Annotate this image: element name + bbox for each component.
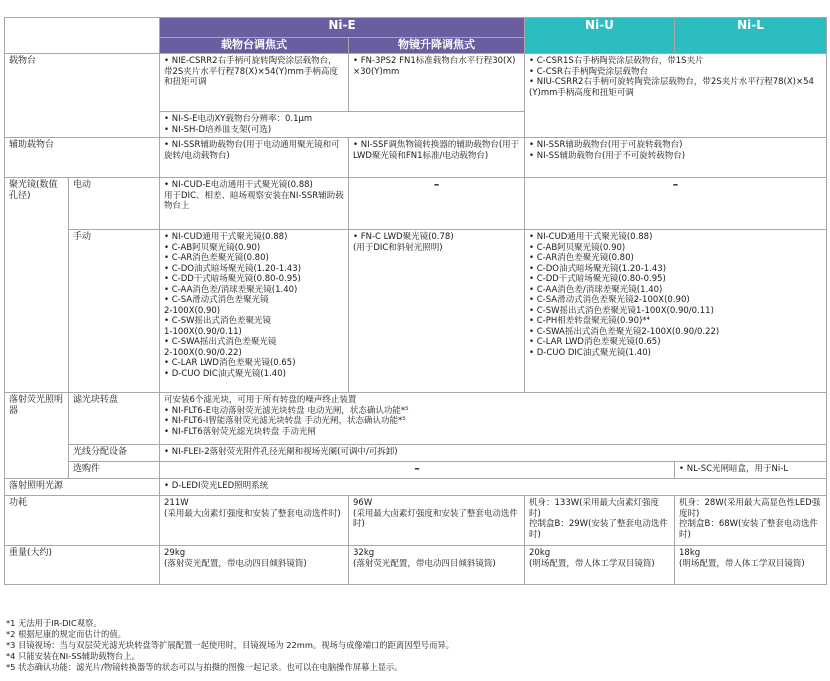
condenser-manual-ul-item: • C-SWA摇出式消色差聚光镜2-100X(0.90/0.22) bbox=[529, 326, 720, 337]
condenser-motor-label: 电动 bbox=[69, 178, 160, 230]
stage-ul-item-2: • C-CSR右手柄陶瓷涂层载物台 bbox=[529, 66, 648, 77]
power-u bbox=[525, 496, 675, 546]
condenser-manual-e-item: • NI-CUD通用干式聚光镜(0.88) bbox=[164, 232, 288, 242]
condenser-manual-e-item: • C-AA消色差/消球差聚光镜(1.40) bbox=[164, 284, 298, 295]
epi-turret-row bbox=[5, 393, 827, 445]
stage-e-shared bbox=[160, 112, 525, 138]
aux-stage-label: 辅助载物台 bbox=[5, 138, 160, 178]
condenser-manual-ul-item: • D-CUO DIC油式聚光镜(1.40) bbox=[529, 347, 651, 358]
power-l bbox=[675, 496, 827, 546]
power-label: 功耗 bbox=[5, 496, 160, 546]
condenser-motor-e bbox=[160, 178, 349, 230]
condenser-manual-ul-item: • C-DO油式暗场聚光镜(1.20-1.43) bbox=[529, 263, 667, 274]
aux-stage-ul bbox=[525, 138, 827, 178]
epi-turret-label: 滤光块转盘 bbox=[69, 393, 160, 445]
condenser-manual-ul-item: • C-LAR LWD消色差聚光镜(0.65) bbox=[529, 337, 661, 347]
condenser-motor-row bbox=[5, 178, 827, 230]
power-e-focus-value: 211W bbox=[164, 498, 189, 508]
weight-row bbox=[5, 546, 827, 585]
condenser-manual-ul-item: • C-AB阿贝聚光镜(0.90) bbox=[529, 242, 626, 253]
power-e-nose-note: (采用最大卤素灯强度和安装了整套电动选件时) bbox=[353, 508, 518, 529]
condenser-motor-e-line-2: 用于DIC、相差、暗场观察安装在NI-SSR辅助载物台上 bbox=[164, 190, 344, 211]
footnotes bbox=[6, 618, 826, 673]
weight-label: 重量(大约) bbox=[5, 546, 160, 585]
stage-row-1 bbox=[5, 54, 827, 112]
stage-ul-item-1: • C-CSR1S右手柄陶瓷涂层载物台，带1S夹片 bbox=[529, 56, 704, 66]
header-ni-e: Ni-E bbox=[160, 18, 525, 38]
weight-u-note: (明场配置，带人体工学双目镜筒) bbox=[529, 558, 655, 569]
header-ni-l: Ni-L bbox=[675, 18, 827, 54]
condenser-manual-e-item: 2-100X(0.90/0.22) bbox=[164, 347, 242, 358]
weight-e-focus bbox=[160, 546, 349, 585]
condenser-manual-e-item: • D-CUO DIC油式聚光镜(1.40) bbox=[164, 368, 286, 379]
condenser-manual-e-item: • C-SWA摇出式消色差聚光镜 bbox=[164, 337, 277, 347]
stage-ul-item-3: • NIU-CSRR2右手柄可旋转陶瓷涂层载物台，带2S夹片水平行程78(X)×54(Y)mm手柄高度和扭矩可调 bbox=[529, 77, 814, 98]
epi-turret-line: • NI-FLT6-I智能落射荧光滤光块转盘 手动光闸，状态确认功能*⁵ bbox=[164, 416, 406, 426]
condenser-manual-ul-item: • C-AR消色差聚光镜(0.80) bbox=[529, 253, 634, 263]
aux-stage-ul-item-2: • NI-SS辅助载物台(用于不可旋转载物台) bbox=[529, 150, 686, 161]
footnote: *4 只能安装在NI-SS辅助载物台上。 bbox=[6, 651, 140, 661]
weight-u-value: 20kg bbox=[529, 548, 551, 558]
footnote: *2 根据尼康的规定而估计的值。 bbox=[6, 629, 126, 639]
condenser-manual-e bbox=[160, 230, 349, 393]
condenser-manual-e-item: • C-LAR LWD消色差聚光镜(0.65) bbox=[164, 358, 296, 368]
power-e-focus bbox=[160, 496, 349, 546]
epi-opt-row bbox=[5, 462, 827, 479]
condenser-manual-e-nose bbox=[349, 230, 525, 393]
condenser-manual-e-item: • C-SA滑动式消色差聚光镜 bbox=[164, 295, 269, 305]
condenser-manual-e-nose-line-2: (用于DIC和斜射光照明) bbox=[353, 242, 443, 253]
stage-ul bbox=[525, 54, 827, 138]
condenser-manual-e-item: 1-100X(0.90/0.11) bbox=[164, 326, 242, 337]
power-e-nose bbox=[349, 496, 525, 546]
header-row-1 bbox=[5, 18, 827, 38]
condenser-manual-e-item: • C-AR消色差聚光镜(0.80) bbox=[164, 253, 269, 263]
epi-opt-label: 选购件 bbox=[69, 462, 160, 479]
footnote: *1 无法用于IR-DIC观察。 bbox=[6, 618, 102, 628]
epi-opt-main: – bbox=[160, 462, 675, 479]
power-u-box: 控制盒B：29W(安装了整套电动选件时) bbox=[529, 519, 668, 540]
condenser-manual-e-item: • C-DO油式暗场聚光镜(1.20-1.43) bbox=[164, 263, 302, 274]
condenser-manual-e-nose-line-1: • FN-C LWD聚光镜(0.78) bbox=[353, 232, 454, 242]
stage-label: 载物台 bbox=[5, 54, 160, 138]
aux-stage-ul-item-1: • NI-SSR辅助载物台(用于可旋转载物台) bbox=[529, 140, 683, 150]
condenser-manual-ul-item: • C-AA消色差/消球差聚光镜(1.40) bbox=[529, 284, 663, 295]
epi-label: 落射荧光照明器 bbox=[5, 393, 69, 479]
power-l-box: 控制盒B：68W(安装了整套电动选件时) bbox=[679, 519, 818, 540]
condenser-manual-ul-item: • C-SA滑动式消色差聚光镜2-100X(0.90) bbox=[529, 295, 690, 305]
weight-l-value: 18kg bbox=[679, 548, 701, 558]
condenser-manual-ul bbox=[525, 230, 827, 393]
light-source-label: 落射照明光源 bbox=[5, 479, 160, 496]
header-corner bbox=[5, 18, 160, 54]
condenser-manual-e-item: • C-SW摇出式消色差聚光镜 bbox=[164, 316, 272, 326]
condenser-motor-e-nose: – bbox=[349, 178, 525, 230]
power-l-body: 机身：28W(采用最大高显色性LED强度时) bbox=[679, 498, 821, 519]
condenser-manual-e-item: • C-AB阿贝聚光镜(0.90) bbox=[164, 242, 261, 253]
aux-stage-row bbox=[5, 138, 827, 178]
condenser-manual-ul-item: • NI-CUD通用干式聚光镜(0.88) bbox=[529, 232, 653, 242]
condenser-manual-ul-item: • C-DD干式暗场聚光镜(0.80-0.95) bbox=[529, 274, 666, 284]
condenser-manual-row bbox=[5, 230, 827, 393]
weight-u bbox=[525, 546, 675, 585]
weight-l bbox=[675, 546, 827, 585]
condenser-manual-ul-item: • C-SW摇出式消色差聚光镜1-100X(0.90/0.11) bbox=[529, 305, 714, 316]
footnote: *5 状态确认功能：滤光片/物镜转换器等的状态可以与拍摄的图像一起记录。也可以在电脑操作屏幕上显示。 bbox=[6, 662, 403, 672]
condenser-manual-ul-item: • C-PH相差转盘聚光镜(0.90)*⁴ bbox=[529, 316, 650, 326]
power-u-body: 机身：133W(采用最大卤素灯强度时) bbox=[529, 498, 659, 519]
condenser-motor-e-line-1: • NI-CUD-E电动通用干式聚光镜(0.88) bbox=[164, 180, 313, 190]
condenser-label: 聚光镜(数值孔径) bbox=[5, 178, 69, 393]
power-row bbox=[5, 496, 827, 546]
epi-turret-line: • NI-FLT6落射荧光滤光块转盘 手动光闸 bbox=[164, 426, 316, 437]
epi-turret-line: • NI-FLT6-E电动落射荧光滤光块转盘 电动光闸，状态确认功能*⁵ bbox=[164, 405, 409, 416]
weight-l-note: (明场配置，带人体工学双目镜筒) bbox=[679, 558, 805, 569]
stage-e-nose: • FN-3PS2 FN1标准载物台水平行程30(X)×30(Y)mm bbox=[349, 54, 525, 112]
epi-dist-row bbox=[5, 445, 827, 462]
light-source-row bbox=[5, 479, 827, 496]
stage-e-shared-item-2: • NI-SH-D培养皿支架(可选) bbox=[164, 124, 272, 135]
epi-dist-value: • NI-FLEI-2落射荧光附件孔径光阑和视场光阑(可调中/可拆卸) bbox=[160, 445, 827, 462]
power-e-focus-note: (采用最大卤素灯强度和安装了整套电动选件时) bbox=[164, 508, 341, 519]
header-ni-u: Ni-U bbox=[525, 18, 675, 54]
header-stage-focus: 载物台调焦式 bbox=[160, 38, 349, 54]
condenser-manual-label: 手动 bbox=[69, 230, 160, 393]
light-source-value: • D-LEDI荧光LED照明系统 bbox=[160, 479, 827, 496]
footnote: *3 目镜视场：当与双层荧光滤光块转盘等扩展配置一起使用时，目镜视场为 22mm。视场与成像端口的距离因型号而异。 bbox=[6, 640, 454, 650]
condenser-manual-e-item: 2-100X(0.90) bbox=[164, 305, 221, 316]
weight-e-nose bbox=[349, 546, 525, 585]
spec-table bbox=[4, 17, 827, 585]
weight-e-focus-value: 29kg bbox=[164, 548, 186, 558]
power-e-nose-value: 96W bbox=[353, 498, 373, 508]
epi-turret-line: 可安装6个滤光块，可用于所有转盘的噪声终止装置 bbox=[164, 395, 357, 405]
epi-opt-l: • NL-SC光闸暗盒，用于Ni-L bbox=[675, 462, 827, 479]
stage-e-focus: • NIE-CSRR2右手柄可旋转陶瓷涂层载物台，带2S夹片水平行程78(X)×54(Y)mm手柄高度和扭矩可调 bbox=[160, 54, 349, 112]
weight-e-nose-value: 32kg bbox=[353, 548, 375, 558]
epi-dist-label: 光线分配设备 bbox=[69, 445, 160, 462]
weight-e-focus-note: (落射荧光配置，带电动四目倾斜镜筒) bbox=[164, 558, 307, 569]
aux-stage-e-focus: • NI-SSR辅助载物台(用于电动通用聚光镜和可旋转/电动载物台) bbox=[160, 138, 349, 178]
epi-turret-value bbox=[160, 393, 827, 445]
stage-e-shared-item-1: • NI-S-E电动XY载物台分辨率：0.1μm bbox=[164, 114, 313, 124]
header-nosepiece-focus: 物镜升降调焦式 bbox=[349, 38, 525, 54]
condenser-manual-e-item: • C-DD干式暗场聚光镜(0.80-0.95) bbox=[164, 274, 301, 284]
aux-stage-e-nose: • NI-SSF调焦物镜转换器的辅助载物台(用于LWD聚光镜和FN1标准/电动载物台) bbox=[349, 138, 525, 178]
condenser-motor-ul: – bbox=[525, 178, 827, 230]
weight-e-nose-note: (落射荧光配置，带电动四目倾斜镜筒) bbox=[353, 558, 496, 569]
